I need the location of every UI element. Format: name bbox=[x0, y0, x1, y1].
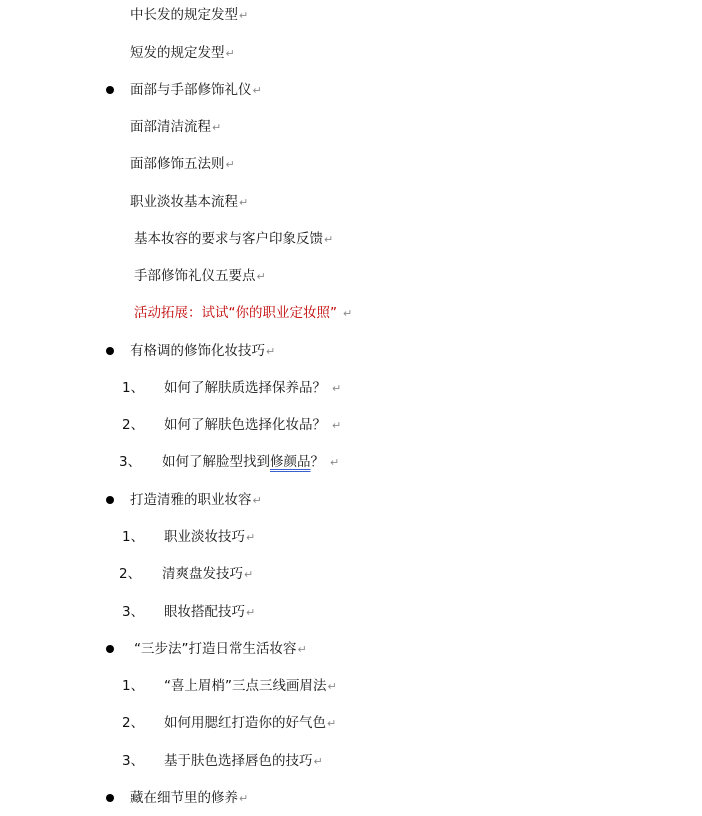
bullet-dot-icon bbox=[106, 86, 114, 94]
paragraph-mark-icon: ↵ bbox=[313, 755, 323, 768]
paragraph-mark-icon: ↵ bbox=[239, 196, 249, 209]
paragraph-mark-icon: ↵ bbox=[252, 84, 262, 97]
bullet-dot-icon bbox=[106, 645, 114, 653]
outline-heading: “三步法”打造日常生活妆容↵ bbox=[134, 641, 307, 657]
paragraph-mark-icon: ↵ bbox=[239, 9, 249, 22]
outline-text: 面部清洁流程↵ bbox=[130, 119, 222, 135]
outline-text: 职业淡妆基本流程↵ bbox=[130, 194, 249, 210]
paragraph-mark-icon: ↵ bbox=[297, 643, 307, 656]
paragraph-mark-icon: ↵ bbox=[252, 494, 262, 507]
paragraph-mark-icon: ↵ bbox=[327, 717, 337, 730]
outline-heading: 打造清雅的职业妆容↵ bbox=[130, 492, 262, 508]
paragraph-mark-icon: ↵ bbox=[225, 158, 235, 171]
outline-heading: 藏在细节里的修养↵ bbox=[130, 790, 249, 806]
outline-text: “喜上眉梢”三点三线画眉法↵ bbox=[164, 678, 337, 694]
bullet-dot-icon bbox=[106, 794, 114, 802]
bullet-dot-icon bbox=[106, 496, 114, 504]
list-number: 3、 bbox=[122, 753, 145, 769]
outline-text: 职业淡妆技巧↵ bbox=[164, 529, 256, 545]
paragraph-mark-icon: ↵ bbox=[332, 419, 342, 432]
outline-text: 手部修饰礼仪五要点↵ bbox=[134, 268, 266, 284]
outline-text: 如何了解肤质选择保养品？ ↵ bbox=[164, 380, 342, 396]
paragraph-mark-icon: ↵ bbox=[256, 270, 266, 283]
paragraph-mark-icon: ↵ bbox=[343, 307, 353, 320]
list-number: 1、 bbox=[122, 529, 145, 545]
paragraph-mark-icon: ↵ bbox=[327, 680, 337, 693]
outline-text: 眼妆搭配技巧↵ bbox=[164, 604, 256, 620]
list-number: 3、 bbox=[119, 454, 142, 470]
outline-heading: 有格调的修饰化妆技巧↵ bbox=[130, 343, 276, 359]
outline-text: 基本妆容的要求与客户印象反馈↵ bbox=[134, 231, 334, 247]
outline-text: 面部修饰五法则↵ bbox=[130, 156, 235, 172]
paragraph-mark-icon: ↵ bbox=[244, 568, 254, 581]
bullet-dot-icon bbox=[106, 347, 114, 355]
paragraph-mark-icon: ↵ bbox=[266, 345, 276, 358]
paragraph-mark-icon: ↵ bbox=[239, 792, 249, 805]
paragraph-mark-icon: ↵ bbox=[246, 606, 256, 619]
outline-heading: 面部与手部修饰礼仪↵ bbox=[130, 82, 262, 98]
outline-text: 如何了解肤色选择化妆品？ ↵ bbox=[164, 417, 342, 433]
outline-text: 如何了解脸型找到修颜品？ ↵ bbox=[162, 454, 340, 470]
paragraph-mark-icon: ↵ bbox=[324, 233, 334, 246]
outline-text: 清爽盘发技巧↵ bbox=[162, 566, 254, 582]
outline-text: 短发的规定发型↵ bbox=[130, 45, 235, 61]
outline-text: 中长发的规定发型↵ bbox=[130, 7, 249, 23]
list-number: 2、 bbox=[119, 566, 142, 582]
activity-highlight-text: 活动拓展：试试“你的职业定妆照” ↵ bbox=[134, 305, 353, 321]
outline-text: 基于肤色选择唇色的技巧↵ bbox=[164, 753, 323, 769]
list-number: 1、 bbox=[122, 678, 145, 694]
paragraph-mark-icon: ↵ bbox=[212, 121, 222, 134]
list-number: 3、 bbox=[122, 604, 145, 620]
paragraph-mark-icon: ↵ bbox=[246, 531, 256, 544]
list-number: 1、 bbox=[122, 380, 145, 396]
list-number: 2、 bbox=[122, 715, 145, 731]
outline-text: 如何用腮红打造你的好气色↵ bbox=[164, 715, 337, 731]
paragraph-mark-icon: ↵ bbox=[330, 456, 340, 469]
grammar-underline-word: 修颜品 bbox=[270, 454, 311, 470]
list-number: 2、 bbox=[122, 417, 145, 433]
paragraph-mark-icon: ↵ bbox=[332, 382, 342, 395]
paragraph-mark-icon: ↵ bbox=[225, 47, 235, 60]
